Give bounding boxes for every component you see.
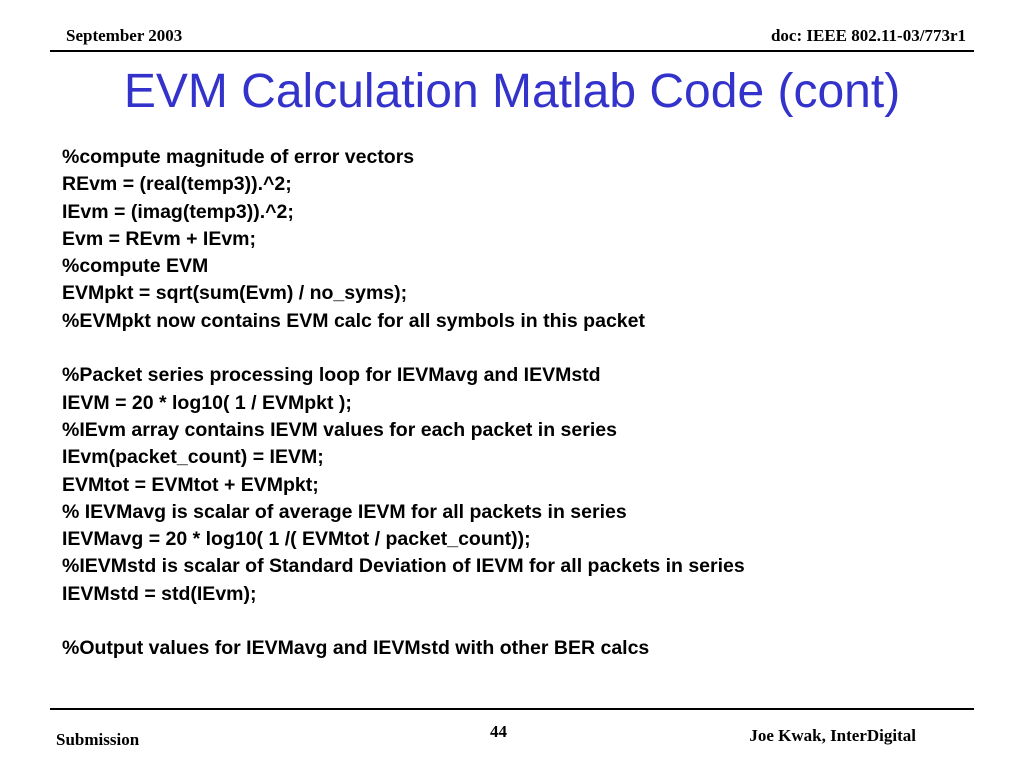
code-line: %Packet series processing loop for IEVMavg and IEVMstd <box>62 364 601 387</box>
code-line: %IEVMstd is scalar of Standard Deviation of IEVM for all packets in series <box>62 555 745 578</box>
code-line: IEVMavg = 20 * log10( 1 /( EVMtot / packet_count)); <box>62 528 531 551</box>
header-date: September 2003 <box>66 26 183 45</box>
page-number: 44 <box>490 722 507 741</box>
blank-line <box>62 335 745 362</box>
code-line: %compute magnitude of error vectors <box>62 146 415 168</box>
code-line: EVMtot = EVMtot + EVMpkt; <box>62 473 319 496</box>
blank-line <box>62 608 745 635</box>
code-line: %IEvm array contains IEVM values for each packet in series <box>62 418 617 441</box>
slide-title: EVM Calculation Matlab Code (cont) <box>123 65 901 118</box>
header-divider <box>50 50 974 52</box>
footer-divider <box>50 708 974 710</box>
code-block <box>62 144 745 663</box>
code-line: IEvm(packet_count) = IEVM; <box>62 446 324 469</box>
code-line: Evm = REvm + IEvm; <box>62 227 257 250</box>
code-line: %compute EVM <box>62 255 209 278</box>
code-line: IEvm = (imag(temp3)).^2; <box>62 200 294 223</box>
code-line: %Output values for IEVMavg and IEVMstd with other BER calcs <box>62 637 650 660</box>
code-line: IEVM = 20 * log10( 1 / EVMpkt ); <box>62 391 352 414</box>
footer-author: Joe Kwak, InterDigital <box>749 726 916 745</box>
code-line: %EVMpkt now contains EVM calc for all symbols in this packet <box>62 309 645 332</box>
code-line: IEVMstd = std(IEvm); <box>62 582 257 605</box>
footer-submission-label: Submission <box>56 730 140 749</box>
code-line: REvm = (real(temp3)).^2; <box>62 173 292 196</box>
header-doc-id: doc: IEEE 802.11-03/773r1 <box>770 26 966 45</box>
code-line: EVMpkt = sqrt(sum(Evm) / no_syms); <box>62 282 408 305</box>
code-line: % IEVMavg is scalar of average IEVM for all packets in series <box>62 500 627 523</box>
